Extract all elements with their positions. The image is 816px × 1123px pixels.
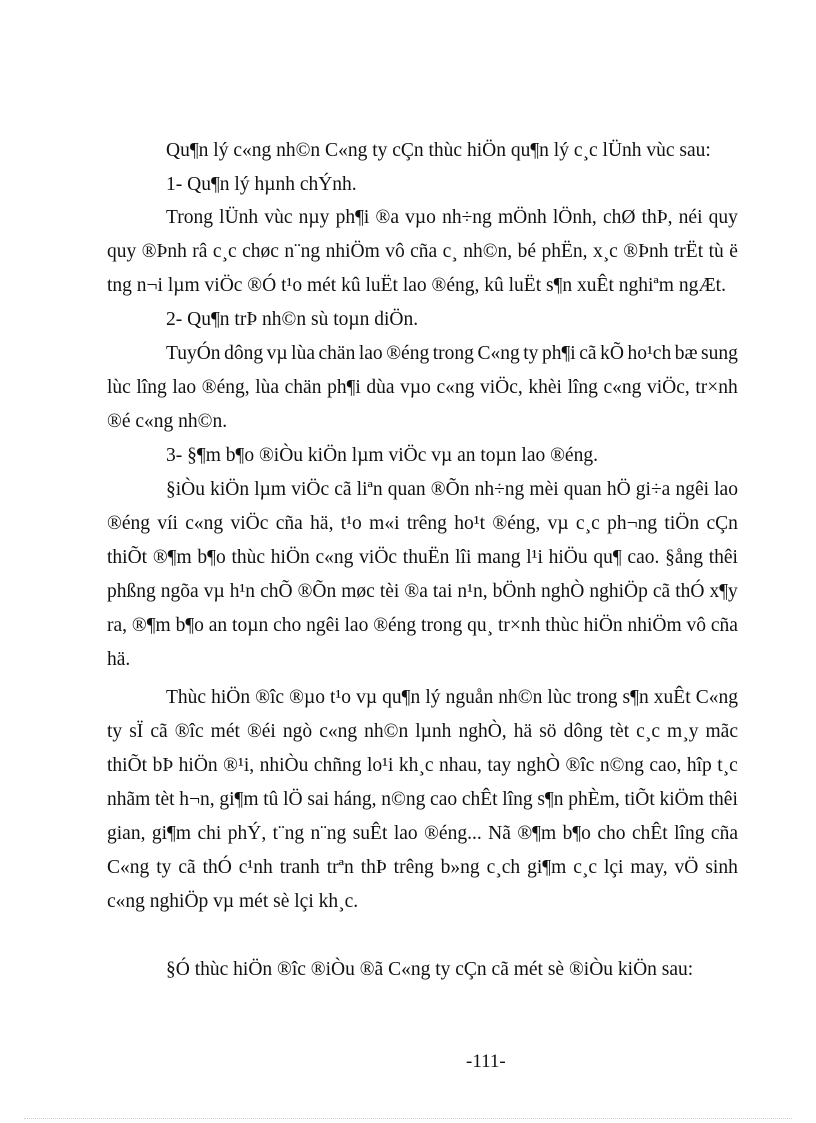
paragraph-line: c«ng nghiÖp vµ mét sè lçi kh¸c. — [107, 891, 359, 912]
section-heading-1: 1- Qu¶n lý hµnh chÝnh. — [166, 174, 357, 195]
paragraph-line: gian, gi¶m chi phÝ, t¨ng n¨ng suÊt lao ®éng... Nã ®¶m b¶o cho chÊt lîng cña — [107, 823, 738, 844]
page-number: -111- — [466, 1051, 506, 1072]
paragraph-line: ®éng víi c«ng viÖc cña hä, t¹o m«i trêng ho¹t ®éng, vµ c¸c ph¬ng tiÖn cÇn — [107, 513, 738, 534]
section-heading-2: 2- Qu¶n trÞ nh©n sù toµn diÖn. — [166, 309, 419, 330]
paragraph-line: thiÕt ®¶m b¶o thùc hiÖn c«ng viÖc thuËn lîi mang l¹i hiÖu qu¶ cao. §ång thêi — [107, 547, 738, 568]
paragraph-line: thiÕt bÞ hiÖn ®¹i, nhiÒu chñng lo¹i kh¸c nhau, tay nghÒ ®îc n©ng cao, hîp t¸c — [107, 755, 738, 776]
paragraph-line: ra, ®¶m b¶o an toµn cho ngêi lao ®éng trong qu¸ tr×nh thùc hiÖn nhiÖm vô cña — [107, 615, 738, 636]
paragraph-line: TuyÓn dông vµ lùa chän lao ®éng trong C«ng ty ph¶i cã kÕ ho¹ch bæ sung — [166, 343, 738, 364]
paragraph-line: nhãm tèt h¬n, gi¶m tû lÖ sai háng, n©ng cao chÊt lîng s¶n phÈm, tiÕt kiÖm thêi — [107, 789, 738, 810]
paragraph-line: phßng ngõa vµ h¹n chÕ ®Õn møc tèi ®a tai n¹n, bÖnh nghÒ nghiÖp cã thÓ x¶y — [107, 581, 738, 602]
paragraph-line: Thùc hiÖn ®îc ®µo t¹o vµ qu¶n lý nguån nh©n lùc trong s¶n xuÊt C«ng — [166, 687, 738, 708]
paragraph-line: Trong lÜnh vùc nµy ph¶i ®a vµo nh÷ng mÖnh lÖnh, chØ thÞ, néi quy — [166, 207, 738, 228]
paragraph-line: C«ng ty cã thÓ c¹nh tranh trªn thÞ trêng b»ng c¸ch gi¶m c¸c lçi may, vÖ sinh — [107, 857, 738, 878]
paragraph-line: hä. — [107, 649, 131, 670]
intro-paragraph: Qu¶n lý c«ng nh©n C«ng ty cÇn thùc hiÖn qu¶n lý c¸c lÜnh vùc sau: — [166, 140, 711, 161]
page-bottom-rule — [24, 1118, 792, 1119]
closing-paragraph: §Ó thùc hiÖn ®îc ®iÒu ®ã C«ng ty cÇn cã mét sè ®iÒu kiÖn sau: — [166, 959, 694, 980]
paragraph-line: ty sÏ cã ®îc mét ®éi ngò c«ng nh©n lµnh nghÒ, hä sö dông tèt c¸c m¸y mãc — [107, 721, 738, 742]
paragraph-line: tng n¬i lµm viÖc ®Ó t¹o mét kû luËt lao ®éng, kû luËt s¶n xuÊt nghiªm ngÆt. — [107, 275, 726, 296]
paragraph-line: §iÒu kiÖn lµm viÖc cã liªn quan ®Õn nh÷ng mèi quan hÖ gi÷a ngêi lao — [166, 479, 738, 500]
paragraph-line: ®é c«ng nh©n. — [107, 411, 228, 432]
paragraph-line: lùc lîng lao ®éng, lùa chän ph¶i dùa vµo c«ng viÖc, khèi lîng c«ng viÖc, tr×nh — [107, 377, 738, 398]
paragraph-line: quy ®Þnh râ c¸c chøc n¨ng nhiÖm vô cña c¸ nh©n, bé phËn, x¸c ®Þnh trËt tù ë — [107, 241, 738, 262]
section-heading-3: 3- §¶m b¶o ®iÒu kiÖn lµm viÖc vµ an toµn lao ®éng. — [166, 445, 598, 466]
